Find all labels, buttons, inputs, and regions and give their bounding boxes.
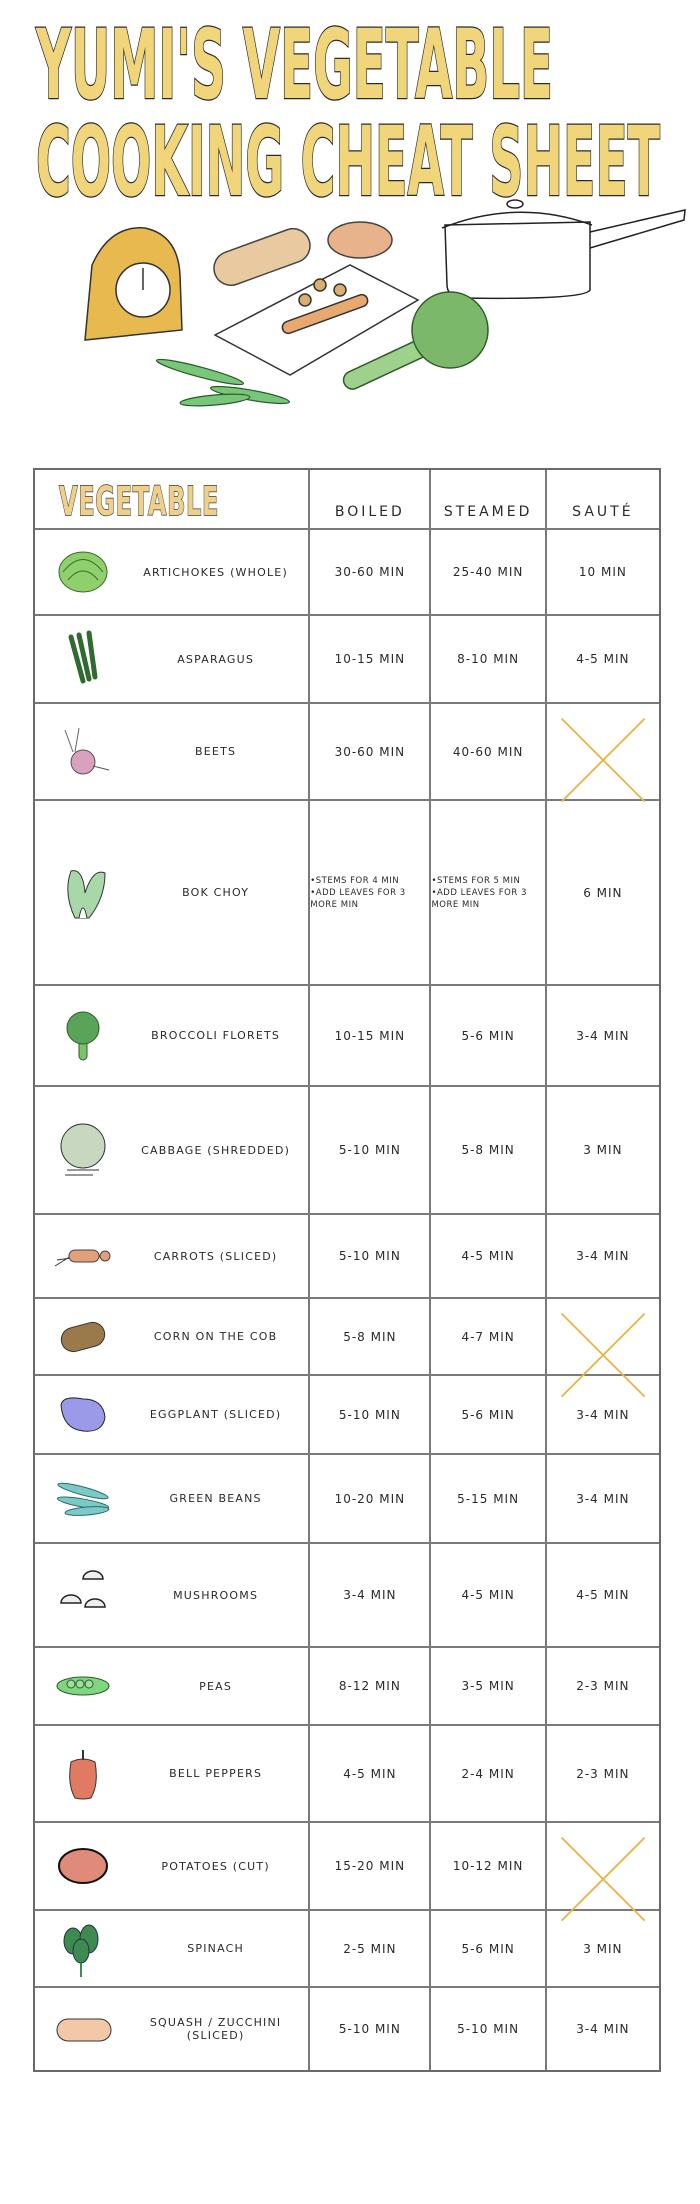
steamed-time xyxy=(429,801,544,984)
steamed-time xyxy=(429,704,544,799)
steamed-time-value: 10-12 MIN xyxy=(452,1859,524,1873)
boiled-time xyxy=(308,1299,429,1374)
saute-time-value: 3-4 MIN xyxy=(576,2022,630,2036)
vegetable-cell xyxy=(35,986,308,1085)
saute-time xyxy=(545,986,659,1085)
steamed-time xyxy=(429,1215,544,1297)
steamed-time xyxy=(429,1544,544,1646)
steamed-time xyxy=(429,1455,544,1542)
steamed-time-value: 4-7 MIN xyxy=(461,1329,515,1344)
boiled-time xyxy=(308,1911,429,1986)
vegetable-name: BROCCOLI FLORETS xyxy=(151,1029,281,1042)
page-title xyxy=(0,0,700,218)
note-line: • STEMS FOR 5 MIN xyxy=(431,875,544,887)
steamed-time xyxy=(429,1648,544,1724)
boiled-time-value: 5-10 MIN xyxy=(338,1249,401,1263)
vegetable-name: MUSHROOMS xyxy=(173,1588,259,1602)
saute-time-value: 3 MIN xyxy=(583,1143,623,1157)
table-row xyxy=(35,1213,659,1297)
table-row xyxy=(35,702,659,799)
saute-time xyxy=(545,1299,659,1374)
boiled-time-value: 30-60 MIN xyxy=(334,744,406,759)
table-row xyxy=(35,614,659,702)
saute-time-value: 2-3 MIN xyxy=(576,1679,630,1693)
table-row xyxy=(35,1374,659,1453)
steamed-time xyxy=(429,1823,544,1909)
saute-time xyxy=(545,616,659,702)
boiled-time-value: 4-5 MIN xyxy=(343,1766,397,1781)
vegetable-name: CORN ON THE COB xyxy=(153,1330,278,1343)
kitchen-timer-icon xyxy=(85,228,182,340)
steamed-time xyxy=(429,530,544,614)
saute-time xyxy=(545,1544,659,1646)
header-boiled: BOILED xyxy=(334,504,405,520)
saute-time-value: 3-4 MIN xyxy=(576,1028,630,1043)
boiled-time-value: 5-8 MIN xyxy=(343,1329,397,1344)
table-row xyxy=(35,1085,659,1213)
boiled-time xyxy=(308,801,429,984)
green-beans-icon xyxy=(43,1455,123,1542)
header-steamed: STEAMED xyxy=(443,504,533,520)
vegetable-cell xyxy=(35,1544,308,1646)
vegetable-name: BOK CHOY xyxy=(182,886,250,899)
vegetable-cell xyxy=(35,616,308,702)
steamed-time xyxy=(429,1376,544,1453)
title-line-2: COOKING CHEAT SHEET xyxy=(36,106,660,218)
boiled-time xyxy=(308,1087,429,1213)
table-row xyxy=(35,1453,659,1542)
mushroom-icon xyxy=(43,1544,123,1646)
not-recommended-x-mark xyxy=(557,714,649,806)
saute-time-value: 10 MIN xyxy=(578,565,627,579)
saute-time xyxy=(545,1087,659,1213)
vegetable-cell xyxy=(35,801,308,984)
vegetable-cell xyxy=(35,1215,308,1297)
steamed-time xyxy=(429,1726,544,1821)
boiled-time xyxy=(308,1726,429,1821)
boiled-time xyxy=(308,1988,429,2070)
table-row xyxy=(35,528,659,614)
note-line: • STEMS FOR 4 MIN xyxy=(310,875,429,887)
steamed-time xyxy=(429,1911,544,1986)
pot-icon xyxy=(442,200,685,298)
vegetable-cell xyxy=(35,1648,308,1724)
boiled-time-value: 10-20 MIN xyxy=(334,1491,406,1506)
peas-icon xyxy=(43,1648,123,1724)
saute-time-value: 2-3 MIN xyxy=(576,1766,630,1781)
boiled-time-value: 5-10 MIN xyxy=(338,2022,401,2036)
table-row xyxy=(35,1909,659,1986)
steamed-time xyxy=(429,986,544,1085)
header-vegetable-label: VEGETABLE xyxy=(59,479,219,525)
vegetable-cell xyxy=(35,1455,308,1542)
vegetable-cell xyxy=(35,530,308,614)
vegetable-name: BELL PEPPERS xyxy=(169,1767,263,1780)
header-saute: SAUTÉ xyxy=(572,504,634,520)
vegetable-cell xyxy=(35,1988,308,2070)
note-line: • ADD LEAVES FOR 3 MORE MIN xyxy=(310,887,429,911)
saute-time-value: 3-4 MIN xyxy=(576,1491,630,1506)
table-row xyxy=(35,1821,659,1909)
spinach-icon xyxy=(43,1911,123,1986)
vegetable-cell xyxy=(35,1087,308,1213)
vegetable-cell xyxy=(35,704,308,799)
boiled-time-value: 10-15 MIN xyxy=(334,1028,406,1043)
steamed-time-value: 4-5 MIN xyxy=(461,1249,515,1263)
vegetable-name: ASPARAGUS xyxy=(177,652,255,666)
boiled-time-value: 2-5 MIN xyxy=(343,1941,397,1956)
boiled-time-value: 3-4 MIN xyxy=(343,1588,397,1602)
asparagus-icon xyxy=(43,616,123,702)
boiled-time-value: 15-20 MIN xyxy=(334,1859,406,1873)
boiled-time xyxy=(308,704,429,799)
vegetable-name: BEETS xyxy=(195,745,237,758)
saute-time-value: 3 MIN xyxy=(583,1941,623,1956)
vegetable-cell xyxy=(35,1726,308,1821)
boiled-time xyxy=(308,1544,429,1646)
saute-time xyxy=(545,1988,659,2070)
boiled-time-value: 5-10 MIN xyxy=(338,1143,401,1157)
beet-icon xyxy=(43,704,123,799)
saute-time-value: 4-5 MIN xyxy=(576,652,630,666)
steamed-time-value: 8-10 MIN xyxy=(457,652,520,666)
steamed-time xyxy=(429,1988,544,2070)
vegetable-cell xyxy=(35,1299,308,1374)
steamed-time xyxy=(429,616,544,702)
boiled-time xyxy=(308,1376,429,1453)
vegetable-name: CABBAGE (SHREDDED) xyxy=(141,1143,291,1157)
steamed-time-value: 5-15 MIN xyxy=(457,1491,520,1506)
boiled-time-value: 5-10 MIN xyxy=(338,1407,401,1422)
cabbage-icon xyxy=(43,1087,123,1213)
saute-time-value: 4-5 MIN xyxy=(576,1588,630,1602)
saute-time xyxy=(545,704,659,799)
steamed-time-value: 5-6 MIN xyxy=(461,1028,515,1043)
steamed-time-value: 5-6 MIN xyxy=(461,1941,515,1956)
boiled-time xyxy=(308,1455,429,1542)
saute-time-value: 6 MIN xyxy=(583,885,623,900)
vegetable-name: CARROTS (SLICED) xyxy=(153,1249,278,1263)
table-row xyxy=(35,1724,659,1821)
artichoke-icon xyxy=(43,530,123,614)
saute-time-value: 3-4 MIN xyxy=(576,1407,630,1422)
vegetable-name: EGGPLANT (SLICED) xyxy=(149,1408,282,1421)
steamed-time-value: 5-10 MIN xyxy=(457,2022,520,2036)
vegetable-name: ARTICHOKES (WHOLE) xyxy=(143,565,288,579)
table-row xyxy=(35,1542,659,1646)
header-illustration xyxy=(0,190,700,420)
boiled-time xyxy=(308,530,429,614)
boiled-time-value: 8-12 MIN xyxy=(338,1679,401,1693)
steamed-time-value: 5-6 MIN xyxy=(461,1407,515,1422)
table-row xyxy=(35,1986,659,2070)
table-row xyxy=(35,984,659,1085)
note-line: • ADD LEAVES FOR 3 MORE MIN xyxy=(431,887,544,911)
broccoli-icon xyxy=(43,986,123,1085)
steamed-time xyxy=(429,1087,544,1213)
bell-pepper-icon xyxy=(43,1726,123,1821)
saute-time-value: 3-4 MIN xyxy=(576,1249,630,1263)
potato-icon xyxy=(43,1823,123,1909)
vegetable-name: SQUASH / ZUCCHINI (SLICED) xyxy=(149,2016,282,2042)
vegetable-name: SPINACH xyxy=(187,1942,244,1955)
bok-choy-icon xyxy=(43,801,123,984)
carrot-icon xyxy=(43,1215,123,1297)
table-header-row xyxy=(35,470,659,528)
saute-time xyxy=(545,1215,659,1297)
table-row xyxy=(35,799,659,984)
header-vegetable xyxy=(35,470,308,528)
squash-icon xyxy=(43,1988,123,2070)
saute-time xyxy=(545,1648,659,1724)
boiled-time xyxy=(308,986,429,1085)
saute-time xyxy=(545,1823,659,1909)
saute-time xyxy=(545,530,659,614)
steamed-time-value: 40-60 MIN xyxy=(452,744,524,759)
steamed-time xyxy=(429,1299,544,1374)
boiled-time-value: 30-60 MIN xyxy=(334,565,406,579)
saute-time xyxy=(545,1911,659,1986)
saute-time xyxy=(545,1455,659,1542)
eggplant-icon xyxy=(43,1376,123,1453)
steamed-time-value: 5-8 MIN xyxy=(461,1143,515,1157)
title-line-1: YUMI'S VEGETABLE xyxy=(35,9,553,121)
table-row xyxy=(35,1297,659,1374)
boiled-time xyxy=(308,1648,429,1724)
vegetable-name: POTATOES (CUT) xyxy=(161,1859,270,1873)
boiled-time xyxy=(308,616,429,702)
boiled-time xyxy=(308,1215,429,1297)
steamed-time-value: 25-40 MIN xyxy=(452,565,524,579)
saute-time xyxy=(545,1376,659,1453)
steamed-time-value: 4-5 MIN xyxy=(461,1588,515,1602)
vegetable-cell xyxy=(35,1376,308,1453)
boiled-time xyxy=(308,1823,429,1909)
saute-time xyxy=(545,1726,659,1821)
boiled-time-value: 10-15 MIN xyxy=(334,652,406,666)
vegetable-cell xyxy=(35,1911,308,1986)
steamed-time-value: 3-5 MIN xyxy=(461,1679,515,1693)
saute-time xyxy=(545,801,659,984)
vegetable-name: GREEN BEANS xyxy=(169,1492,262,1505)
vegetable-cell xyxy=(35,1823,308,1909)
table-row xyxy=(35,1646,659,1724)
steamed-time-value: 2-4 MIN xyxy=(461,1766,515,1781)
cooking-times-table xyxy=(33,468,661,2072)
vegetable-name: PEAS xyxy=(199,1679,233,1693)
corn-icon xyxy=(43,1299,123,1374)
